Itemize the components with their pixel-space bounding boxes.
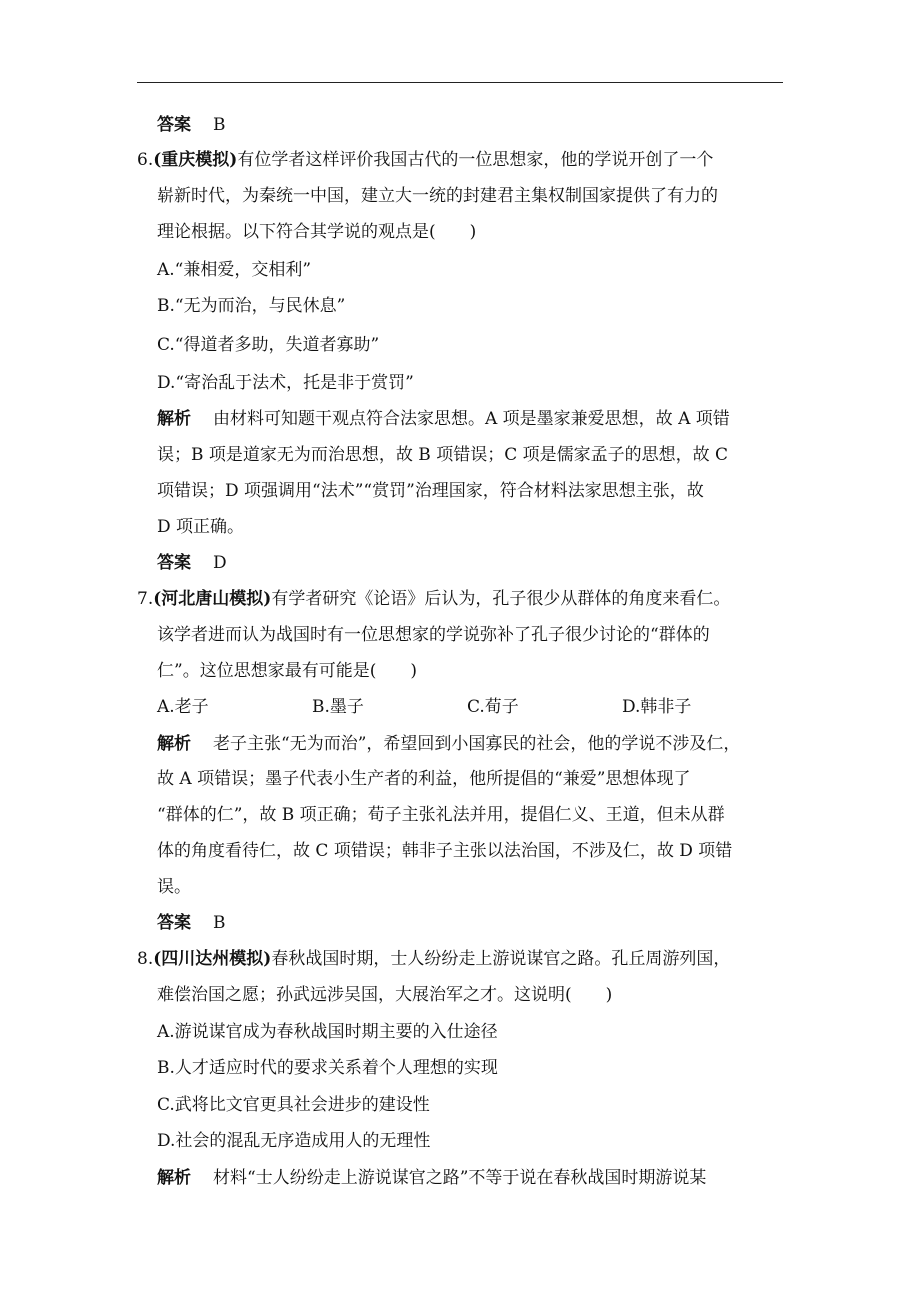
question-source: (重庆模拟) <box>153 150 238 170</box>
question-number: 6. <box>137 150 154 170</box>
analysis-line-4: 体的角度看待仁，故 C 项错误；韩非子主张以法治国，不涉及仁，故 D 项错 <box>157 841 733 861</box>
question-7-stem-line-3: 仁”。这位思想家最有可能是( ) <box>157 661 417 681</box>
option-d: D.韩非子 <box>622 697 692 717</box>
answer-value: B <box>213 115 226 135</box>
option-c: C.武将比文官更具社会进步的建设性 <box>157 1095 430 1115</box>
option-b: B.“无为而治，与民休息” <box>157 296 346 316</box>
analysis-line-1 <box>157 408 730 430</box>
question-number: 7. <box>137 589 154 609</box>
analysis-line-3: 项错误；D 项强调用“法术”“赏罚”治理国家，符合材料法家思想主张，故 <box>157 481 704 501</box>
analysis-line-4: D 项正确。 <box>157 517 245 537</box>
question-source: (四川达州模拟) <box>153 949 272 969</box>
analysis-label: 解析 <box>157 409 191 429</box>
option-b: B.人才适应时代的要求关系着个人理想的实现 <box>157 1058 498 1078</box>
option-a: A.老子 <box>157 697 209 717</box>
answer-line <box>157 912 226 934</box>
analysis-line-1 <box>157 733 740 755</box>
analysis-text: 由材料可知题干观点符合法家思想。A 项是墨家兼爱思想，故 A 项错 <box>213 409 730 429</box>
header-rule <box>137 82 783 83</box>
analysis-line-2: 误；B 项是道家无为而治思想，故 B 项错误；C 项是儒家孟子的思想，故 C <box>157 445 729 465</box>
stem-text: 有位学者这样评价我国古代的一位思想家，他的学说开创了一个 <box>237 150 714 170</box>
question-6-stem-line-2: 崭新时代，为秦统一中国，建立大一统的封建君主集权制国家提供了有力的 <box>157 186 718 206</box>
analysis-label: 解析 <box>157 734 191 754</box>
question-source: (河北唐山模拟) <box>153 589 272 609</box>
question-6-stem-line-1 <box>137 149 713 171</box>
option-d: D.社会的混乱无序造成用人的无理性 <box>157 1131 431 1151</box>
option-a: A.“兼相爱，交相利” <box>157 260 312 280</box>
analysis-line-3: “群体的仁”，故 B 项正确；荀子主张礼法并用，提倡仁义、王道，但未从群 <box>157 805 725 825</box>
answer-value: D <box>213 553 227 573</box>
question-7-stem-line-2: 该学者进而认为战国时有一位思想家的学说弥补了孔子很少讨论的“群体的 <box>157 625 710 645</box>
question-7-stem-line-1 <box>137 588 730 610</box>
option-c: C.“得道者多助，失道者寡助” <box>157 335 380 355</box>
question-6-stem-line-3: 理论根据。以下符合其学说的观点是( ) <box>157 222 477 242</box>
analysis-line-1 <box>157 1167 706 1189</box>
option-a: A.游说谋官成为春秋战国时期主要的入仕途径 <box>157 1022 498 1042</box>
analysis-line-2: 故 A 项错误；墨子代表小生产者的利益，他所提倡的“兼爱”思想体现了 <box>157 769 691 789</box>
question-8-stem-line-1 <box>137 948 730 970</box>
question-8-stem-line-2: 难偿治国之愿；孙武远涉吴国，大展治军之才。这说明( ) <box>157 985 613 1005</box>
analysis-text: 老子主张“无为而治”，希望回到小国寡民的社会，他的学说不涉及仁， <box>213 734 741 754</box>
option-d: D.“寄治乱于法术，托是非于赏罚” <box>157 373 414 393</box>
answer-label: 答案 <box>157 115 191 135</box>
answer-label: 答案 <box>157 553 191 573</box>
analysis-text: 材料“士人纷纷走上游说谋官之路”不等于说在春秋战国时期游说某 <box>213 1168 707 1188</box>
answer-line <box>157 552 227 574</box>
stem-text: 有学者研究《论语》后认为，孔子很少从群体的角度来看仁。 <box>271 589 731 609</box>
analysis-label: 解析 <box>157 1168 191 1188</box>
answer-value: B <box>213 913 226 933</box>
answer-line <box>157 114 226 136</box>
option-c: C.荀子 <box>467 697 519 717</box>
analysis-line-5: 误。 <box>157 877 191 897</box>
option-b: B.墨子 <box>312 697 364 717</box>
stem-text: 春秋战国时期，士人纷纷走上游说谋官之路。孔丘周游列国， <box>271 949 731 969</box>
question-number: 8. <box>137 949 154 969</box>
answer-label: 答案 <box>157 913 191 933</box>
